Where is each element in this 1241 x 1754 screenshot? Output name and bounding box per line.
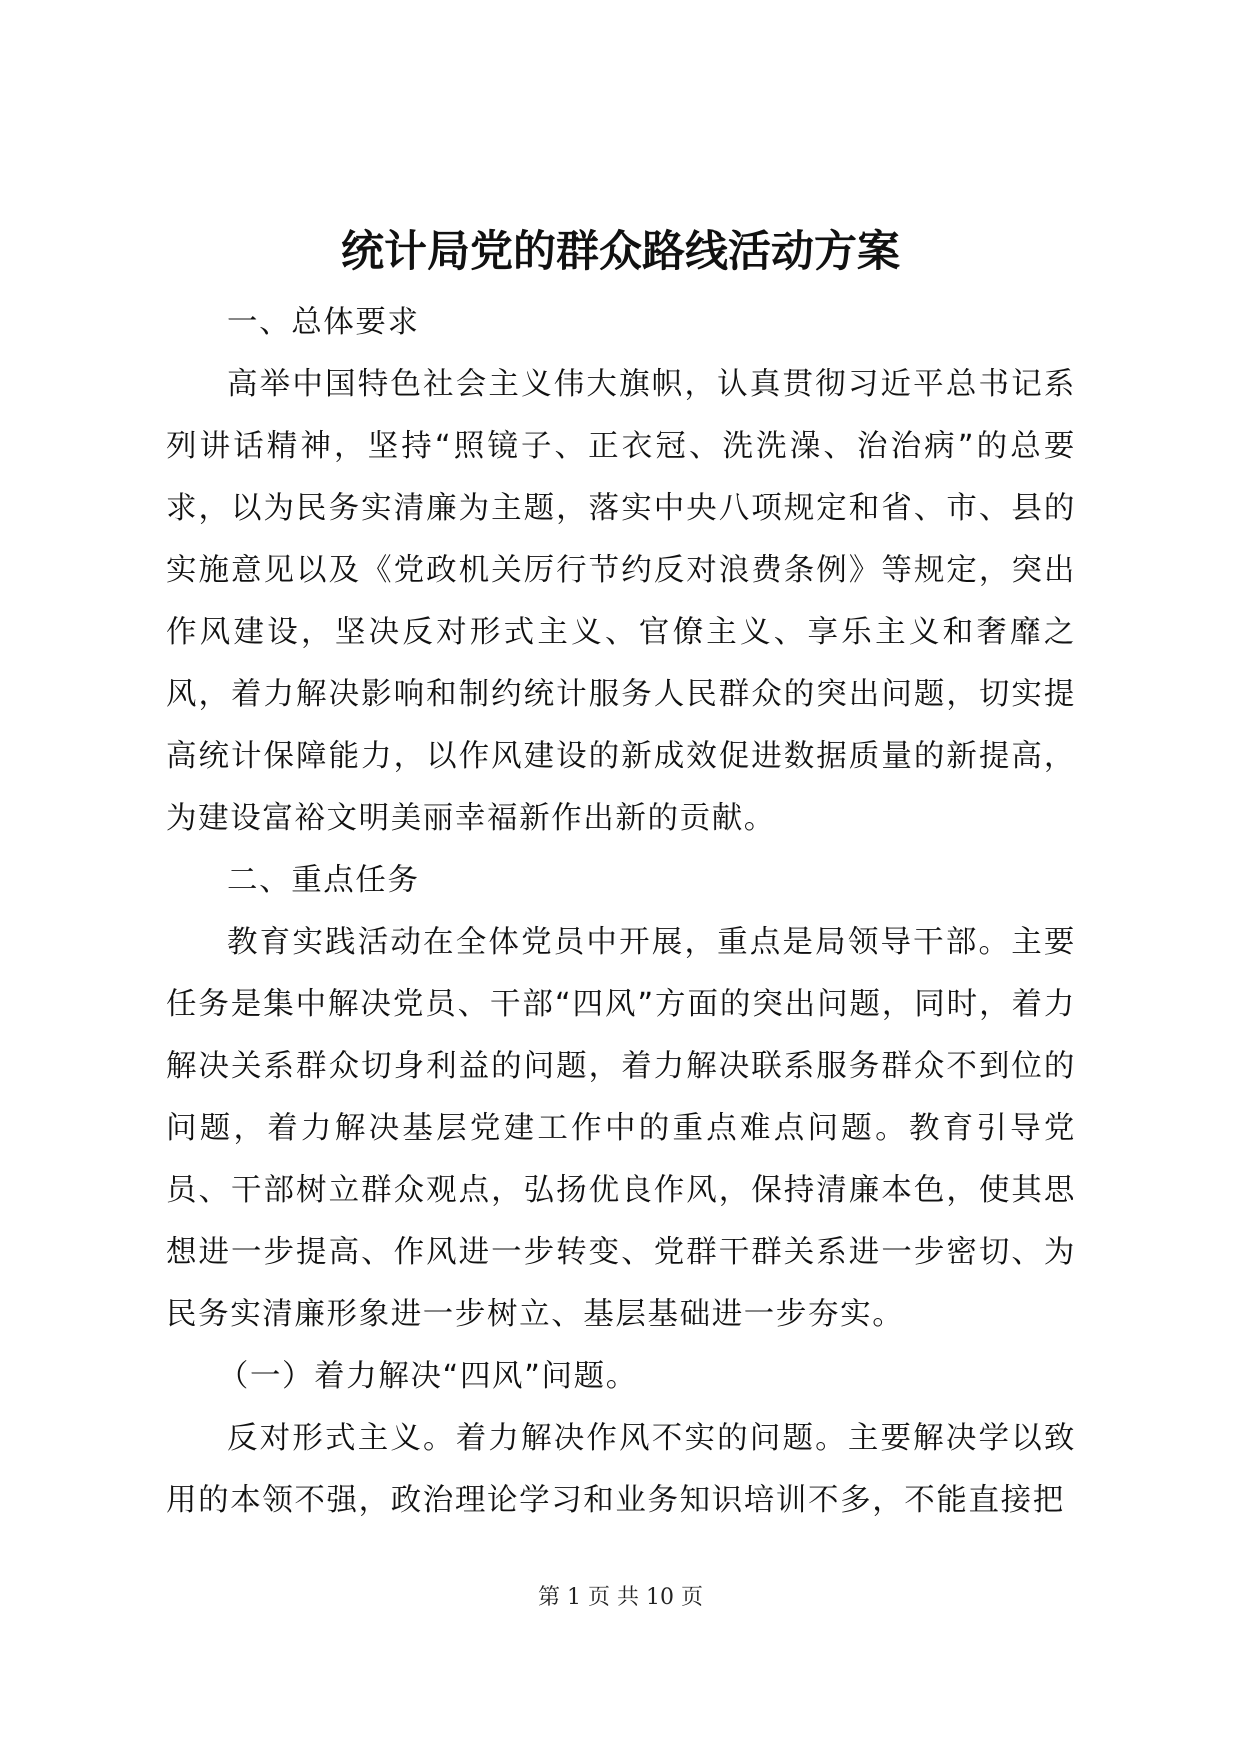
- section-heading: 一、总体要求: [227, 305, 420, 340]
- paragraph: 高举中国特色社会主义伟大旗帜，认真贯彻习近平总书记系列讲话精神，坚持“照镜子、正衣冠、洗洗澡、治治病”的总要求，以为民务实清廉为主题，落实中央八项规定和省、市、县的实施意见以及《党政机关厉行节约反对浪费条例》等规定，突出作风建设，坚决反对形式主义、官僚主义、享乐主义和奢靡之风，着力解决影响和制约统计服务人民群众的突出问题，切实提高统计保障能力，以作风建设的新成效促进数据质量的新提高，为建设富裕文明美丽幸福新作出新的贡献。: [166, 367, 1076, 836]
- section-heading: 二、重点任务: [227, 863, 420, 898]
- document-title: 统计局党的群众路线活动方案: [341, 227, 900, 277]
- paragraph: 反对形式主义。着力解决作风不实的问题。主要解决学以致用的本领不强，政治理论学习和业务知识培训不多，不能直接把: [166, 1421, 1076, 1518]
- document-body: [166, 292, 1076, 1532]
- sub-heading: （一）着力解决“四风”问题。: [217, 1359, 638, 1394]
- paragraph: 教育实践活动在全体党员中开展，重点是局领导干部。主要任务是集中解决党员、干部“四风”方面的突出问题，同时，着力解决关系群众切身利益的问题，着力解决联系服务群众不到位的问题，着力解决基层党建工作中的重点难点问题。教育引导党员、干部树立群众观点，弘扬优良作风，保持清廉本色，使其思想进一步提高、作风进一步转变、党群干群关系进一步密切、为民务实清廉形象进一步树立、基层基础进一步夯实。: [166, 925, 1076, 1332]
- page-number-footer: 第 1 页 共 10 页: [538, 1585, 703, 1610]
